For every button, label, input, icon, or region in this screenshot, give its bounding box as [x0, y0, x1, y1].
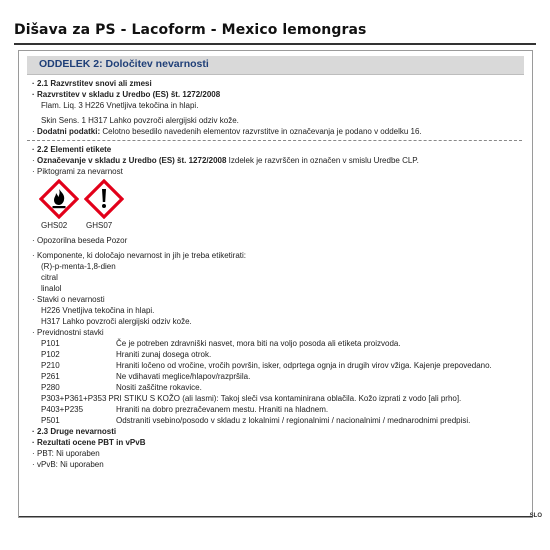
pictogram-ghs02 — [39, 179, 83, 231]
precautionary-row: P403+P235 Hraniti na dobro prezračevanem mestu. Hraniti na hladnem. — [41, 405, 329, 414]
precautionary-row: P210 Hraniti ločeno od vročine, vročih površin, isker, odprtega ognja in drugih virov vžiga. Kajenje prepovedano. — [41, 361, 492, 370]
divider — [27, 140, 522, 141]
additional-info: · Dodatni podatki: Celotno besedilo navedenih elementov razvrstitve in označevanja je podano v oddelku 16. — [32, 127, 422, 136]
subsection-heading-2-3: · 2.3 Druge nevarnosti — [32, 427, 117, 436]
footer-country-code: SLO — [529, 513, 542, 519]
pictogram-code: GHS07 — [86, 221, 113, 230]
precautionary-row: P303+P361+P353 PRI STIKU S KOŽO (ali lasmi): Takoj sleči vsa kontaminirana oblačila. Kožo izprati z vodo [ali prho]. — [41, 394, 462, 403]
exclamation-icon — [84, 179, 124, 219]
pictogram-code: GHS02 — [41, 221, 68, 230]
classification-line: Flam. Liq. 3 H226 Vnetljiva tekočina in hlapi. — [41, 101, 199, 110]
pictograms-label: · Piktogrami za nevarnost — [32, 167, 123, 176]
pictogram-row — [27, 177, 522, 230]
precautionary-row: P280 Nositi zaščitne rokavice. — [41, 383, 202, 392]
pictogram-ghs07 — [84, 179, 128, 231]
hazard-statement: H317 Lahko povzroči alergijski odziv kože. — [41, 317, 192, 326]
classification-heading: · Razvrstitev v skladu z Uredbo (ES) št. 1272/2008 — [32, 90, 221, 99]
pbt-heading: · Rezultati ocene PBT in vPvB — [32, 438, 146, 447]
section-content — [27, 78, 522, 470]
title-underline — [14, 43, 536, 45]
hazard-statement: H226 Vnetljiva tekočina in hlapi. — [41, 306, 155, 315]
vpvb-line: · vPvB: Ni uporaben — [32, 460, 104, 469]
hazard-label: · Stavki o nevarnosti — [32, 295, 105, 304]
section-title: ODDELEK 2: Določitev nevarnosti — [39, 58, 209, 70]
subsection-heading-2-1: · 2.1 Razvrstitev snovi ali zmesi — [32, 79, 152, 88]
bottom-rule — [19, 516, 532, 517]
subsection-heading-2-2: · 2.2 Elementi etikete — [32, 145, 112, 154]
page-title: Dišava za PS - Lacoform - Mexico lemongras — [14, 22, 367, 38]
components-label: · Komponente, ki določajo nevarnost in jih je treba etiketirati: — [32, 251, 247, 260]
precautionary-row: P261 Ne vdihavati meglice/hlapov/razpršila. — [41, 372, 251, 381]
precautionary-label: · Previdnostni stavki — [32, 328, 104, 337]
section-header — [27, 56, 524, 75]
labelling-line: · Označevanje v skladu z Uredbo (ES) št. 1272/2008 Izdelek je razvrščen in označen v smislu Uredbe CLP. — [32, 156, 419, 165]
component-item: linalol — [41, 284, 62, 293]
classification-line: Skin Sens. 1 H317 Lahko povzroči alergijski odziv kože. — [41, 116, 239, 125]
precautionary-row: P501 Odstraniti vsebino/posodo v skladu z lokalnimi / regionalnimi / nacionalnimi / mednarodnimi predpisi. — [41, 416, 471, 425]
component-item: citral — [41, 273, 58, 282]
signal-word: · Opozorilna beseda Pozor — [32, 236, 128, 245]
component-item: (R)-p-menta-1,8-dien — [41, 262, 116, 271]
pbt-line: · PBT: Ni uporaben — [32, 449, 100, 458]
document-frame — [18, 50, 533, 518]
precautionary-row: P102 Hraniti zunaj dosega otrok. — [41, 350, 212, 359]
flame-icon — [39, 179, 79, 219]
precautionary-row: P101 Če je potreben zdravniški nasvet, mora biti na voljo posoda ali etiketa proizvoda. — [41, 339, 401, 348]
